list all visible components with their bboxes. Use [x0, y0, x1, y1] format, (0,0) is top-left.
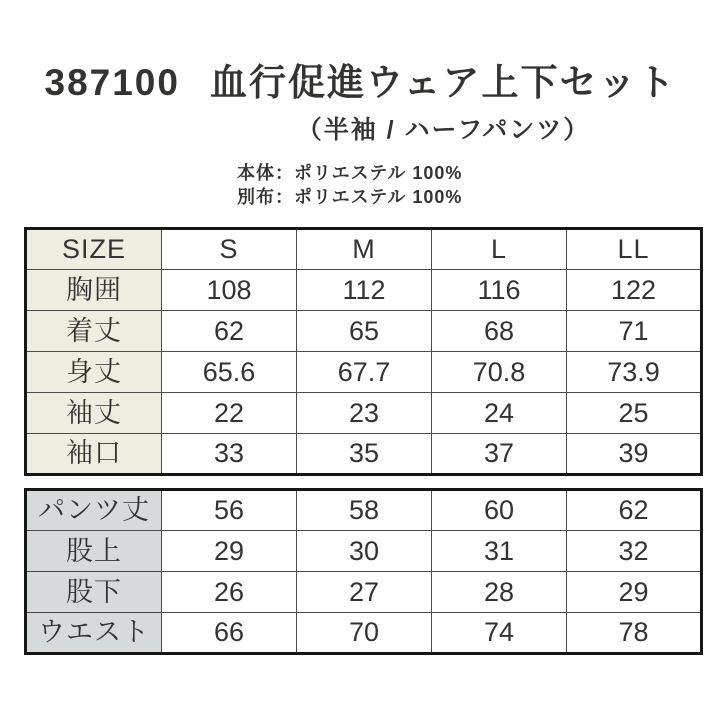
column-header-cell: S [162, 229, 297, 270]
row-label-cell: 袖口 [26, 434, 162, 475]
row-label-cell: 胸囲 [26, 270, 162, 311]
material-info [237, 161, 462, 209]
table-row [26, 531, 702, 572]
page-title [0, 52, 721, 106]
table-row [26, 393, 702, 434]
value-cell: 116 [432, 270, 567, 311]
column-header-cell: SIZE [26, 229, 162, 270]
value-cell: 70 [297, 613, 432, 654]
value-cell: 62 [162, 311, 297, 352]
value-cell: 29 [567, 572, 702, 613]
table-row [26, 352, 702, 393]
table-row [26, 311, 702, 352]
spec-table-top [24, 227, 703, 476]
row-label-cell: 着丈 [26, 311, 162, 352]
row-label-cell: 袖丈 [26, 393, 162, 434]
value-cell: 68 [432, 311, 567, 352]
value-cell: 112 [297, 270, 432, 311]
value-cell: 60 [432, 490, 567, 531]
value-cell: 29 [162, 531, 297, 572]
value-cell: 24 [432, 393, 567, 434]
value-cell: 23 [297, 393, 432, 434]
row-label-cell: ウエスト [26, 613, 162, 654]
row-label-cell: 股上 [26, 531, 162, 572]
table-row [26, 270, 702, 311]
product-subtitle: （半袖 / ハーフパンツ） [296, 116, 591, 144]
value-cell: 56 [162, 490, 297, 531]
value-cell: 22 [162, 393, 297, 434]
table-row [26, 613, 702, 654]
table-row [26, 572, 702, 613]
value-cell: 65.6 [162, 352, 297, 393]
product-code: 387100 [44, 62, 180, 103]
value-cell: 70.8 [432, 352, 567, 393]
row-label-cell: 身丈 [26, 352, 162, 393]
row-label-cell: パンツ丈 [26, 490, 162, 531]
value-cell: 30 [297, 531, 432, 572]
table-header-row [26, 229, 702, 270]
value-cell: 62 [567, 490, 702, 531]
value-cell: 78 [567, 613, 702, 654]
value-cell: 26 [162, 572, 297, 613]
value-cell: 73.9 [567, 352, 702, 393]
value-cell: 39 [567, 434, 702, 475]
value-cell: 25 [567, 393, 702, 434]
material-line-other: 別布：ポリエステル 100% [237, 187, 463, 207]
column-header-cell: M [297, 229, 432, 270]
table-row [26, 434, 702, 475]
table-row [26, 490, 702, 531]
spec-table-bottom [24, 488, 703, 655]
value-cell: 66 [162, 613, 297, 654]
row-label-cell: 股下 [26, 572, 162, 613]
value-cell: 74 [432, 613, 567, 654]
value-cell: 37 [432, 434, 567, 475]
product-name: 血行促進ウェア上下セット [209, 62, 677, 103]
value-cell: 32 [567, 531, 702, 572]
value-cell: 58 [297, 490, 432, 531]
value-cell: 65 [297, 311, 432, 352]
value-cell: 31 [432, 531, 567, 572]
material-line-main: 本体：ポリエステル 100% [237, 163, 463, 183]
value-cell: 67.7 [297, 352, 432, 393]
value-cell: 27 [297, 572, 432, 613]
value-cell: 35 [297, 434, 432, 475]
value-cell: 71 [567, 311, 702, 352]
value-cell: 28 [432, 572, 567, 613]
value-cell: 122 [567, 270, 702, 311]
value-cell: 33 [162, 434, 297, 475]
column-header-cell: LL [567, 229, 702, 270]
column-header-cell: L [432, 229, 567, 270]
value-cell: 108 [162, 270, 297, 311]
